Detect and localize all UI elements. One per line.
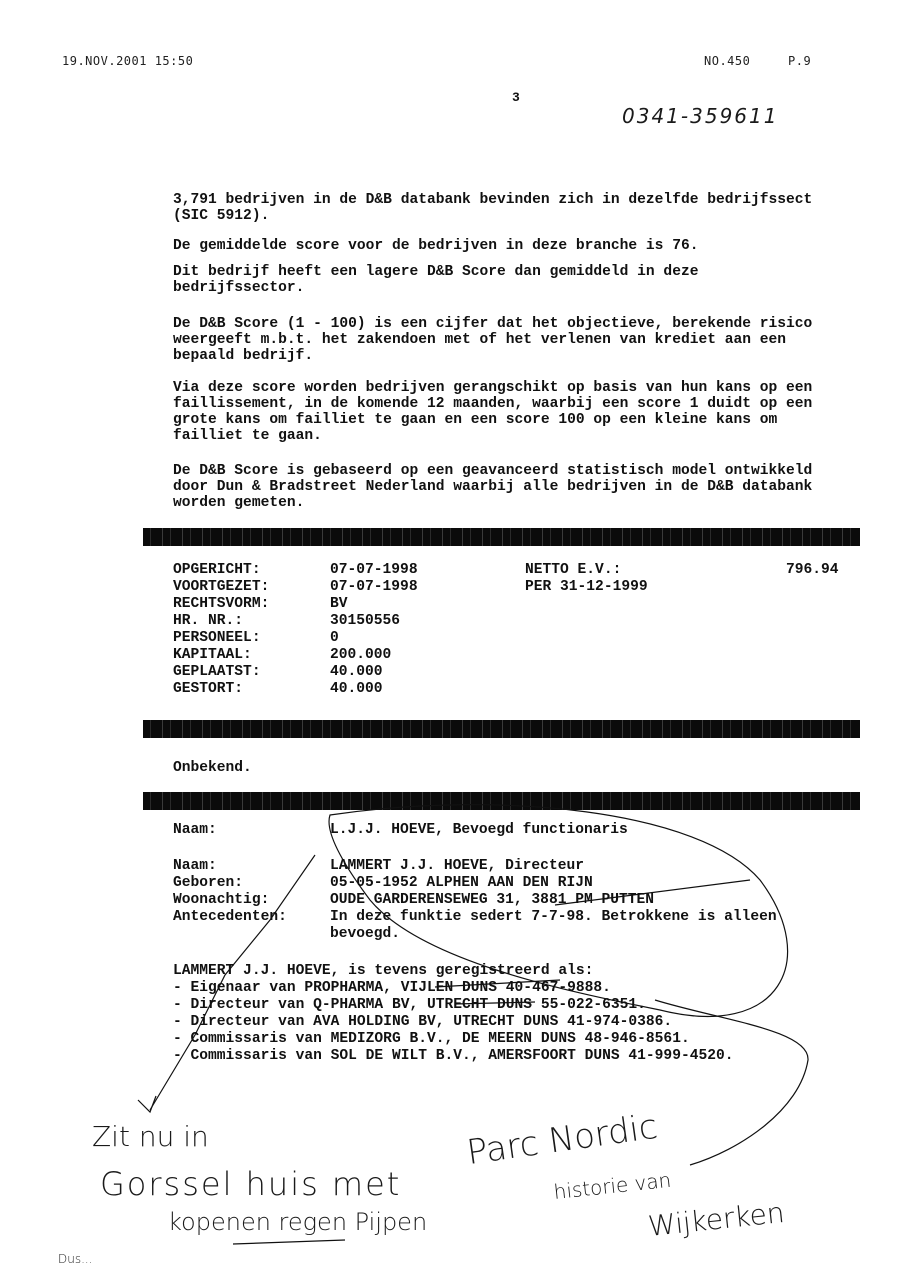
handwritten-note: Gorssel huis met — [100, 1165, 402, 1203]
handwritten-note: kopenen regen Pijpen — [168, 1208, 428, 1236]
text-line: De D&B Score (1 - 100) is een cijfer dat het objectieve, berekende risico — [173, 316, 813, 332]
mgmt-value: bevoegd. — [330, 926, 401, 942]
ink-arrow-head — [138, 1096, 156, 1112]
text-line: bedrijfssector. — [173, 280, 305, 296]
fact-label: VOORTGEZET: — [173, 579, 270, 595]
registered-item: - Directeur van AVA HOLDING BV, UTRECHT DUNS 41-974-0386. — [173, 1014, 673, 1030]
handwritten-note: Wijkerken — [646, 1195, 787, 1243]
fact-value: 40.000 — [330, 681, 383, 697]
fact-value: 07-07-1998 — [330, 562, 418, 578]
mgmt-label: Naam: — [173, 858, 217, 874]
mgmt-label: Woonachtig: — [173, 892, 270, 908]
fact-label: PERSONEEL: — [173, 630, 261, 646]
text-line: door Dun & Bradstreet Nederland waarbij alle bedrijven in de D&B databank — [173, 479, 813, 495]
fact-label: RECHTSVORM: — [173, 596, 270, 612]
handwritten-note: Dus... — [58, 1252, 93, 1266]
text-line: 3,791 bedrijven in de D&B databank bevinden zich in dezelfde bedrijfssect — [173, 192, 813, 208]
mgmt-value: In deze funktie sedert 7-7-98. Betrokkene is alleen — [330, 909, 777, 925]
fact-value: 30150556 — [330, 613, 401, 629]
fact-value: 200.000 — [330, 647, 392, 663]
fact-label: KAPITAAL: — [173, 647, 252, 663]
text-line: failliet te gaan. — [173, 428, 322, 444]
fact-label: GESTORT: — [173, 681, 244, 697]
fact-value: 40.000 — [330, 664, 383, 680]
registered-item: - Commissaris van SOL DE WILT B.V., AMERSFOORT DUNS 41-999-4520. — [173, 1048, 734, 1064]
text-line: (SIC 5912). — [173, 208, 270, 224]
handwritten-note: Zit nu in — [92, 1120, 209, 1153]
handwritten-phone: 0341-359611 — [622, 104, 779, 128]
fact-value: 0 — [330, 630, 339, 646]
fact-label: GEPLAATST: — [173, 664, 261, 680]
page-number: 3 — [512, 90, 520, 105]
text-line: grote kans om failliet te gaan en een score 100 op een kleine kans om — [173, 412, 778, 428]
mgmt-label: Naam: — [173, 822, 217, 838]
netto-label: NETTO E.V.: — [525, 562, 622, 578]
fact-value: BV — [330, 596, 348, 612]
registered-item: - Commissaris van MEDIZORG B.V., DE MEERN DUNS 48-946-8561. — [173, 1031, 690, 1047]
text-line: Via deze score worden bedrijven gerangschikt op basis van hun kans op een — [173, 380, 813, 396]
fact-label: HR. NR.: — [173, 613, 244, 629]
mgmt-label: Antecedenten: — [173, 909, 287, 925]
mgmt-value: L.J.J. HOEVE, Bevoegd functionaris — [330, 822, 628, 838]
registered-intro: LAMMERT J.J. HOEVE, is tevens geregistreerd als: — [173, 963, 594, 979]
netto-value: 796.94 — [786, 562, 839, 578]
ink-stroke — [655, 1000, 808, 1165]
handwritten-note: historie van — [552, 1167, 673, 1204]
text-line: worden gemeten. — [173, 495, 305, 511]
ink-underline — [233, 1240, 345, 1244]
handwritten-note: Parc Nordic — [464, 1106, 661, 1173]
mgmt-value: LAMMERT J.J. HOEVE, Directeur — [330, 858, 584, 874]
fact-value: 07-07-1998 — [330, 579, 418, 595]
section-header-bar — [143, 528, 860, 546]
text-line: De gemiddelde score voor de bedrijven in deze branche is 76. — [173, 238, 699, 254]
registered-item: - Directeur van Q-PHARMA BV, UTRECHT DUNS 55-022-6351. — [173, 997, 646, 1013]
section-header-bar — [143, 792, 860, 810]
text-line: bepaald bedrijf. — [173, 348, 314, 364]
mgmt-value: OUDE GARDERENSEWEG 31, 3881 PM PUTTEN — [330, 892, 655, 908]
section-header-bar — [143, 720, 860, 738]
mgmt-value: 05-05-1952 ALPHEN AAN DEN RIJN — [330, 875, 593, 891]
fax-datetime: 19.NOV.2001 15:50 — [62, 54, 194, 68]
text-line: faillissement, in de komende 12 maanden, waarbij een score 1 duidt op een — [173, 396, 813, 412]
text-line: weergeeft m.b.t. het zakendoen met of het verlenen van krediet aan een — [173, 332, 787, 348]
registered-item: - Eigenaar van PROPHARMA, VIJLEN DUNS 40-467-9888. — [173, 980, 611, 996]
netto-date: PER 31-12-1999 — [525, 579, 648, 595]
section2-text: Onbekend. — [173, 760, 252, 776]
fax-page: P.9 — [788, 54, 812, 68]
fact-label: OPGERICHT: — [173, 562, 261, 578]
text-line: De D&B Score is gebaseerd op een geavanceerd statistisch model ontwikkeld — [173, 463, 813, 479]
mgmt-label: Geboren: — [173, 875, 244, 891]
text-line: Dit bedrijf heeft een lagere D&B Score dan gemiddeld in deze — [173, 264, 699, 280]
fax-number: NO.450 — [704, 54, 751, 68]
